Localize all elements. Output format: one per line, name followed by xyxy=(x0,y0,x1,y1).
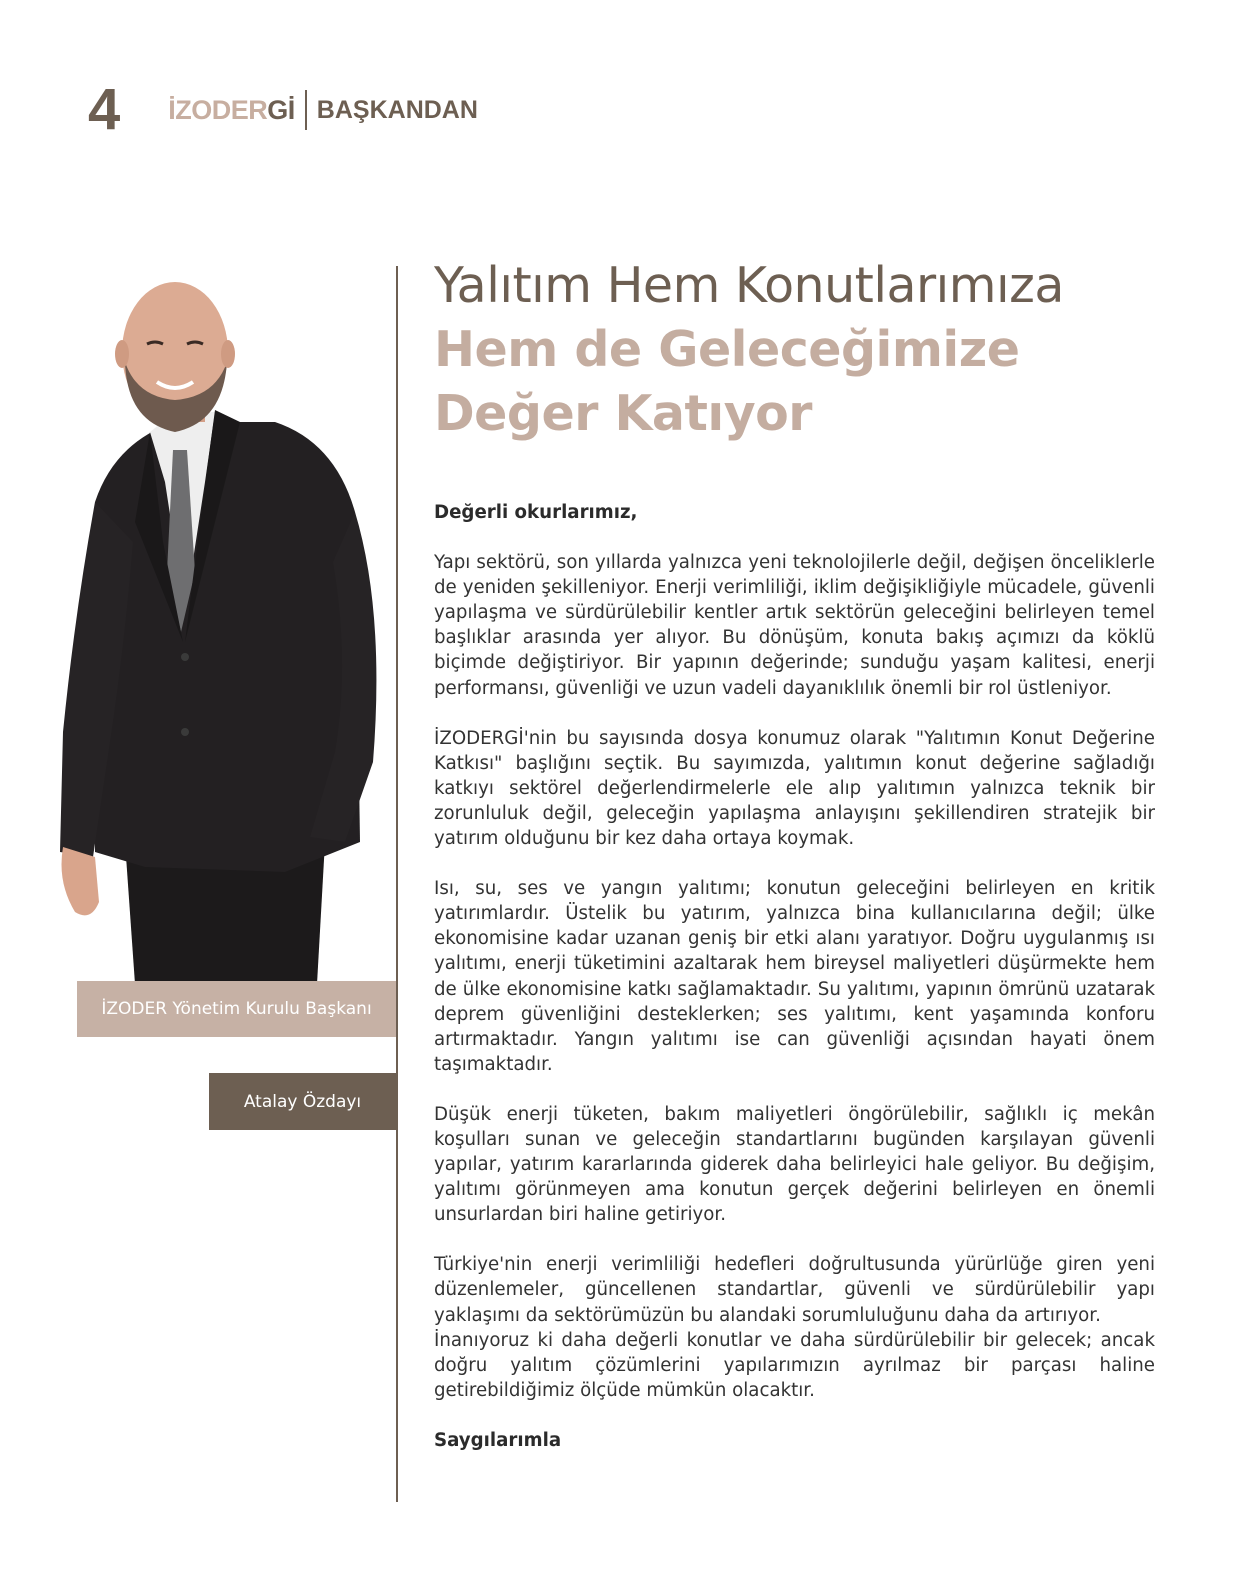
magazine-logo xyxy=(168,95,295,126)
caption-name-badge: Atalay Özdayı xyxy=(209,1073,396,1130)
title-line-3: Değer Katıyor xyxy=(434,385,812,442)
portrait-photo xyxy=(55,282,395,984)
article-title xyxy=(434,254,1204,446)
logo-part-dark: Gİ xyxy=(267,94,295,125)
page-number: 4 xyxy=(88,77,121,142)
paragraph-1: Yapı sektörü, son yıllarda yalnızca yeni teknolojilerle değil, değişen önceliklerle de yeniden şekilleniyor. Enerji verimliliği, iklim değişikliğiyle mücadele, güvenli yapılaşma ve sürdürülebilir kentler artık sektörün geleceğini belirleyen temel başlıklar arasında yer alıyor. Bu dönüşüm, konuta bakış açımızı da köklü biçimde değiştiriyor. Bir yapının değerinde; sunduğu yaşam kalitesi, enerji performansı, güvenliği ve uzun vadeli dayanıklılık önemli bir rol üstleniyor. xyxy=(434,552,1155,699)
paragraph-5 xyxy=(434,1252,1155,1403)
article-body xyxy=(434,500,1155,1478)
salutation: Değerli okurlarımız, xyxy=(434,502,638,523)
paragraph-4: Düşük enerji tüketen, bakım maliyetleri öngörülebilir, sağlıklı iç mekân koşulları sunan ve geleceğin standartlarını bugünden karşılayan güvenli yapılar, yatırım kararlarında giderek daha belirleyici hale geliyor. Bu değişim, yalıtımı görünmeyen ama konutun gerçek değerini belirleyen en önemli unsurlardan biri haline getiriyor. xyxy=(434,1103,1155,1226)
column-divider xyxy=(396,266,398,1502)
section-title: BAŞKANDAN xyxy=(316,95,478,124)
closing: Saygılarımla xyxy=(434,1429,562,1451)
logo-part-light: İZODER xyxy=(168,94,268,125)
title-line-1: Yalıtım Hem Konutlarımıza xyxy=(434,257,1064,314)
header-divider xyxy=(305,90,307,130)
page-header xyxy=(88,77,478,142)
paragraph-2: İZODERGİ'nin bu sayısında dosya konumuz olarak "Yalıtımın Konut Değerine Katkısı" başlığını seçtik. Bu sayımızda, yalıtımın konut değerine sağladığı katkıyı sektörel değerlendirmelerle ele alıp yalıtımın yalnızca teknik bir zorunluluk değil, geleceğin yapılaşma anlayışını şekillendiren stratejik bir yatırım olduğunu bir kez daha ortaya koymak. xyxy=(434,727,1155,850)
title-line-2: Hem de Geleceğimize xyxy=(434,321,1020,378)
paragraph-5-part-1: Türkiye'nin enerji verimliliği hedefleri doğrultusunda yürürlüğe giren yeni düzenlemeler, güncellenen standartlar, güvenli ve sürdürülebilir yapı yaklaşımı da sektörümüzün bu alandaki sorumluluğunu daha da artırıyor. xyxy=(434,1254,1155,1326)
caption-role-badge: İZODER Yönetim Kurulu Başkanı xyxy=(77,981,396,1037)
paragraph-3: Isı, su, ses ve yangın yalıtımı; konutun geleceğini belirleyen en kritik yatırımlardır. Üstelik bu yatırım, yalnızca bina kullanıcılarına değil; ülke ekonomisine kadar uzanan geniş bir etki alanı yaratıyor. Doğru uygulanmış ısı yalıtımı, enerji tüketimini azaltarak hem bireysel maliyetleri düşürmekte hem de ülke ekonomisine katkı sağlamaktadır. Su yalıtımı, yapının ömrünü uzatarak deprem güvenliğini desteklerken; ses yalıtımı, kent yaşamında konforu artırmaktadır. Yangın yalıtımı ise can güvenliği açısından hayati önem taşımaktadır. xyxy=(434,878,1155,1075)
paragraph-5-part-2: İnanıyoruz ki daha değerli konutlar ve daha sürdürülebilir bir gelecek; ancak doğru yalıtım çözümlerini yapılarımızın ayrılmaz bir parçası haline getirebildiğimiz ölçüde mümkün olacaktır. xyxy=(434,1329,1155,1401)
